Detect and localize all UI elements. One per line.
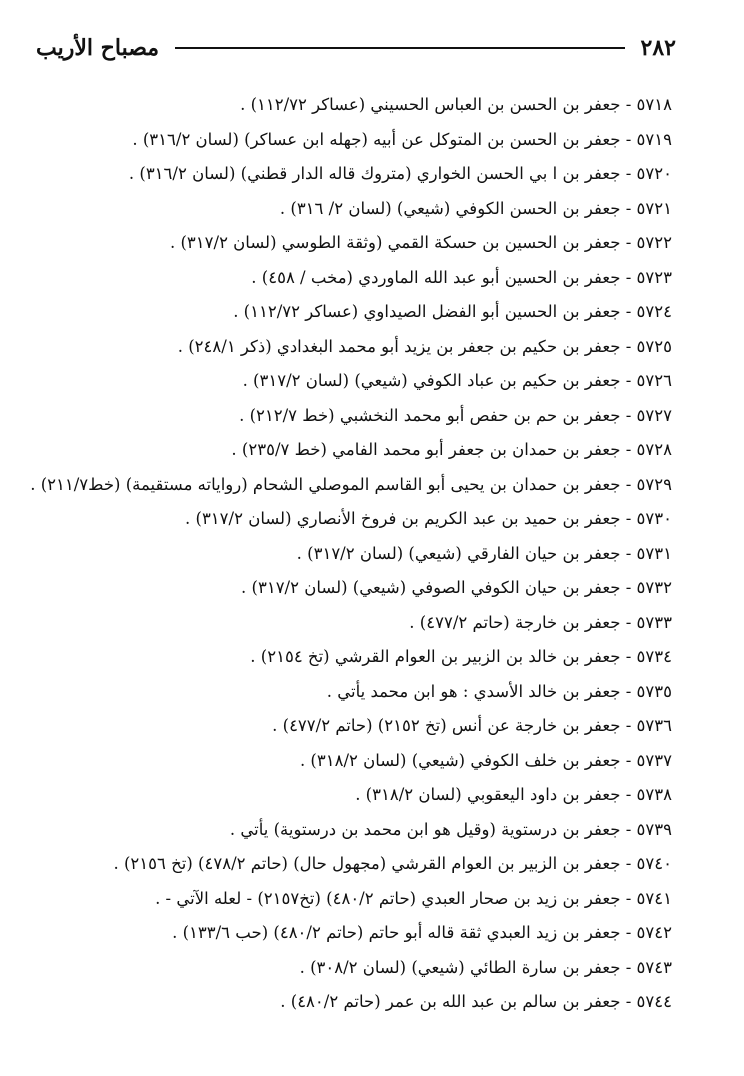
- header-rule: [175, 47, 624, 49]
- entry-5727: ٥٧٢٧ - جعفر بن حم بن حفص أبو محمد النخشبي (خط ٢١٢/٧) .: [239, 405, 672, 425]
- entry-5722: ٥٧٢٢ - جعفر بن الحسين بن حسكة القمي (وثقة الطوسي (لسان ٣١٧/٢) .: [169, 233, 672, 252]
- entry-5738: ٥٧٣٨ - جعفر بن داود اليعقوبي (لسان ٣١٨/٢) .: [355, 785, 672, 804]
- entry-5720: ٥٧٢٠ - جعفر بن ا بي الحسن الخواري (متروك قاله الدار قطني) (لسان ٣١٦/٢) .: [128, 164, 672, 183]
- entry-5734: ٥٧٣٤ - جعفر بن خالد بن الزبير بن العوام القرشي (تخ ٢١٥٤) .: [250, 647, 672, 666]
- entry-5740: ٥٧٤٠ - جعفر بن الزبير بن العوام القرشي (مجهول حال) (حاتم ٤٧٨/٢) (تخ ٢١٥٦) .: [113, 854, 672, 873]
- page-header: [36, 28, 676, 68]
- entry-5741: ٥٧٤١ - جعفر بن زيد بن صحار العبدي (حاتم ٤٨٠/٢) (تخ٢١٥٧) - لعله الآتي - .: [155, 888, 672, 908]
- entry-5733: ٥٧٣٣ - جعفر بن خارجة (حاتم ٤٧٧/٢) .: [409, 612, 672, 632]
- entry-5729: ٥٧٢٩ - جعفر بن حمدان بن يحيى أبو القاسم الموصلي الشحام (رواياته مستقيمة) (خط٢١١/٧) .: [30, 474, 672, 494]
- entry-5723: ٥٧٢٣ - جعفر بن الحسين أبو عبد الله الماوردي (مخب / ٤٥٨) .: [251, 267, 672, 287]
- entry-5731: ٥٧٣١ - جعفر بن حيان الفارقي (شيعي) (لسان ٣١٧/٢) .: [296, 543, 672, 563]
- entry-5737: ٥٧٣٧ - جعفر بن خلف الكوفي (شيعي) (لسان ٣١٨/٢) .: [299, 750, 672, 770]
- entry-5726: ٥٧٢٦ - جعفر بن حكيم بن عباد الكوفي (شيعي) (لسان ٣١٧/٢) .: [242, 371, 672, 390]
- book-title: مصباح الأريب: [36, 35, 160, 61]
- entry-5728: ٥٧٢٨ - جعفر بن حمدان بن جعفر أبو محمد الفامي (خط ٢٣٥/٧) .: [231, 440, 672, 459]
- entry-5730: ٥٧٣٠ - جعفر بن حميد بن عبد الكريم بن فروخ الأنصاري (لسان ٣١٧/٢) .: [185, 509, 672, 528]
- entry-5744: ٥٧٤٤ - جعفر بن سالم بن عبد الله بن عمر (حاتم ٤٨٠/٢) .: [280, 992, 672, 1011]
- entry-list: [30, 88, 672, 1020]
- entry-5736: ٥٧٣٦ - جعفر بن خارجة عن أنس (تخ ٢١٥٢) (حاتم ٤٧٧/٢) .: [272, 716, 672, 735]
- page-number: ٢٨٢: [640, 35, 676, 61]
- entry-5718: ٥٧١٨ - جعفر بن الحسن بن العباس الحسيني (عساكر ١١٢/٧٢) .: [240, 95, 672, 114]
- entry-5742: ٥٧٤٢ - جعفر بن زيد العبدي ثقة قاله أبو حاتم (حاتم ٤٨٠/٢) (حب ١٣٣/٦) .: [172, 923, 672, 942]
- entry-5732: ٥٧٣٢ - جعفر بن حيان الكوفي الصوفي (شيعي) (لسان ٣١٧/٢) .: [241, 578, 672, 597]
- entry-5724: ٥٧٢٤ - جعفر بن الحسين أبو الفضل الصيداوي (عساكر ١١٢/٧٢) .: [233, 302, 672, 321]
- entry-5725: ٥٧٢٥ - جعفر بن حكيم بن جعفر بن يزيد أبو محمد البغدادي (ذكر ٢٤٨/١) .: [177, 336, 672, 356]
- entry-5721: ٥٧٢١ - جعفر بن الحسن الكوفي (شيعي) (لسان ٢/ ٣١٦) .: [279, 198, 672, 218]
- entry-5719: ٥٧١٩ - جعفر بن الحسن بن المتوكل عن أبيه (جهله ابن عساكر) (لسان ٣١٦/٢) .: [132, 129, 672, 149]
- entry-5743: ٥٧٤٣ - جعفر بن سارة الطائي (شيعي) (لسان ٣٠٨/٢) .: [299, 957, 672, 977]
- entry-5735: ٥٧٣٥ - جعفر بن خالد الأسدي : هو ابن محمد يأتي .: [326, 681, 672, 701]
- entry-5739: ٥٧٣٩ - جعفر بن درستوية (وقيل هو ابن محمد بن درستوية) يأتي .: [229, 819, 672, 839]
